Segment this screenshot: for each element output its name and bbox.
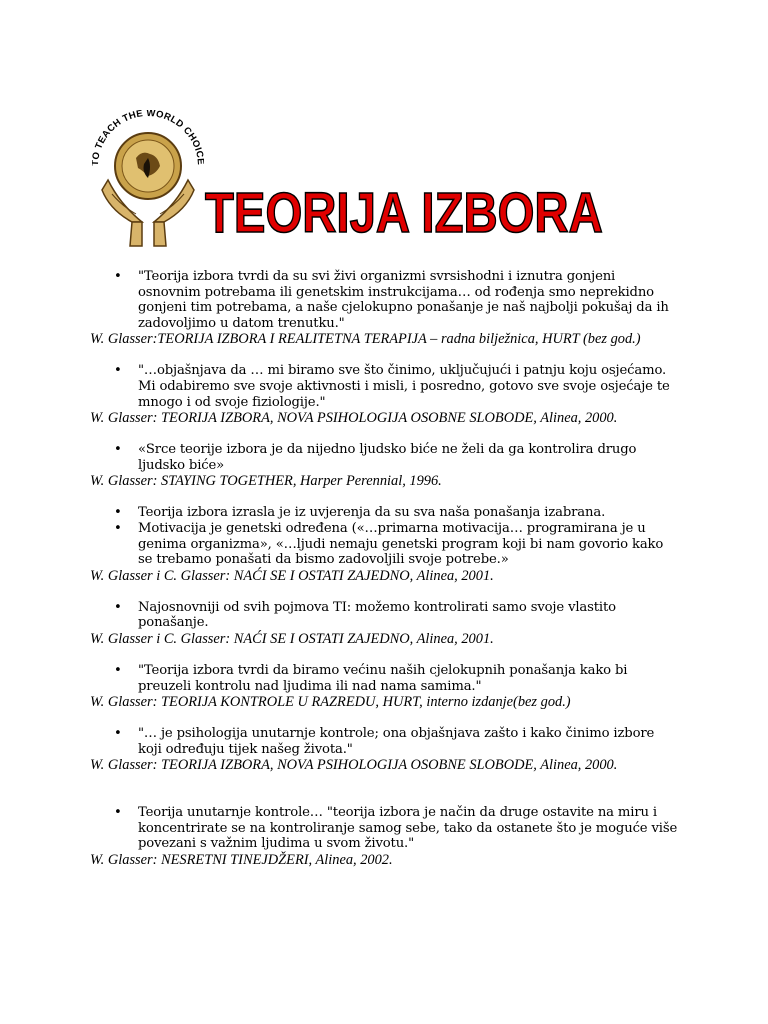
quote-source: W. Glasser i C. Glasser: NAĆI SE I OSTATI ZAJEDNO, Alinea, 2001. [90,567,494,584]
bullet-item: • "… je psihologija unutarnje kontrole; ona objašnjava zašto i kako činimo izbore koji određuju tijek našeg života." [90,726,680,757]
quote-block [90,663,680,710]
bullet-item: • "Teorija izbora tvrdi da su svi živi organizmi svrsishodni i iznutra gonjeni osnovnim potrebama ili genetskim instrukcijama… od rođenja smo neprekidno gonjeni tim potrebama, a naše cjelokupno ponašanje je naš najbolji pokušaj da ih zadovoljimo u datom trenutku." [90,269,680,331]
bullet-item: • "Teorija izbora tvrdi da biramo većinu naših cjelokupnih ponašanja kako bi preuzeli kontrolu nad ljudima ili nad nama samima." [90,663,680,694]
quote-block [90,269,680,347]
bullet-item: • Najosnovniji od svih pojmova TI: možemo kontrolirati samo svoje vlastito ponašanje. [90,600,680,631]
quote-block [90,442,680,489]
quote-source: W. Glasser: TEORIJA IZBORA, NOVA PSIHOLOGIJA OSOBNE SLOBODE, Alinea, 2000. [90,757,618,774]
quote-block [90,363,680,426]
globe-hands-icon [92,110,204,250]
choice-theory-logo [92,110,204,250]
bullet-item: • "…objašnjava da … mi biramo sve što činimo, uključujući i patnju koju osjećamo. Mi odabiremo sve svoje aktivnosti i misli, i posredno, gotovo sve svoje osjećaje te mnogo i od svoje fiziologije." [90,363,680,410]
quote-source: W. Glasser: TEORIJA IZBORA, NOVA PSIHOLOGIJA OSOBNE SLOBODE, Alinea, 2000. [90,410,618,427]
page-title: TEORIJA IZBORA [205,181,603,245]
quote-source: W. Glasser: TEORIJA KONTROLE U RAZREDU, HURT, interno izdanje(bez god.) [90,694,571,711]
quote-list [90,269,680,884]
bullet-item: • «Srce teorije izbora je da nijedno ljudsko biće ne želi da ga kontrolira drugo ljudsko biće» [90,442,680,473]
quote-source: W. Glasser: STAYING TOGETHER, Harper Perennial, 1996. [90,473,442,490]
bullet-item: • Teorija unutarnje kontrole… "teorija izbora je način da druge ostavite na miru i koncentrirate se na kontroliranje samog sebe, tako da ostanete što je moguće više povezani s važnim ljudima u svom životu." [90,805,680,852]
bullet-item: • Teorija izbora izrasla je iz uvjerenja da su sva naša ponašanja izabrana. [90,505,680,521]
quote-block [90,726,680,773]
bullet-item: • Motivacija je genetski određena («…primarna motivacija… programirana je u genima organizma», «…ljudi nemaju genetski program koji bi nam govorio kako se trebamo ponašati da bismo zadovoljili svoje potrebe.» [90,521,680,568]
quote-source: W. Glasser i C. Glasser: NAĆI SE I OSTATI ZAJEDNO, Alinea, 2001. [90,630,494,647]
quote-block [90,805,680,868]
quote-source: W. Glasser: NESRETNI TINEJDŽERI, Alinea, 2002. [90,852,393,869]
quote-source: W. Glasser:TEORIJA IZBORA I REALITETNA TERAPIJA – radna bilježnica, HURT (bez god.) [90,331,641,348]
logo-arc-text: TEACH THE WORLD CHOI [93,110,204,153]
quote-block [90,600,680,647]
quote-block [90,505,680,583]
